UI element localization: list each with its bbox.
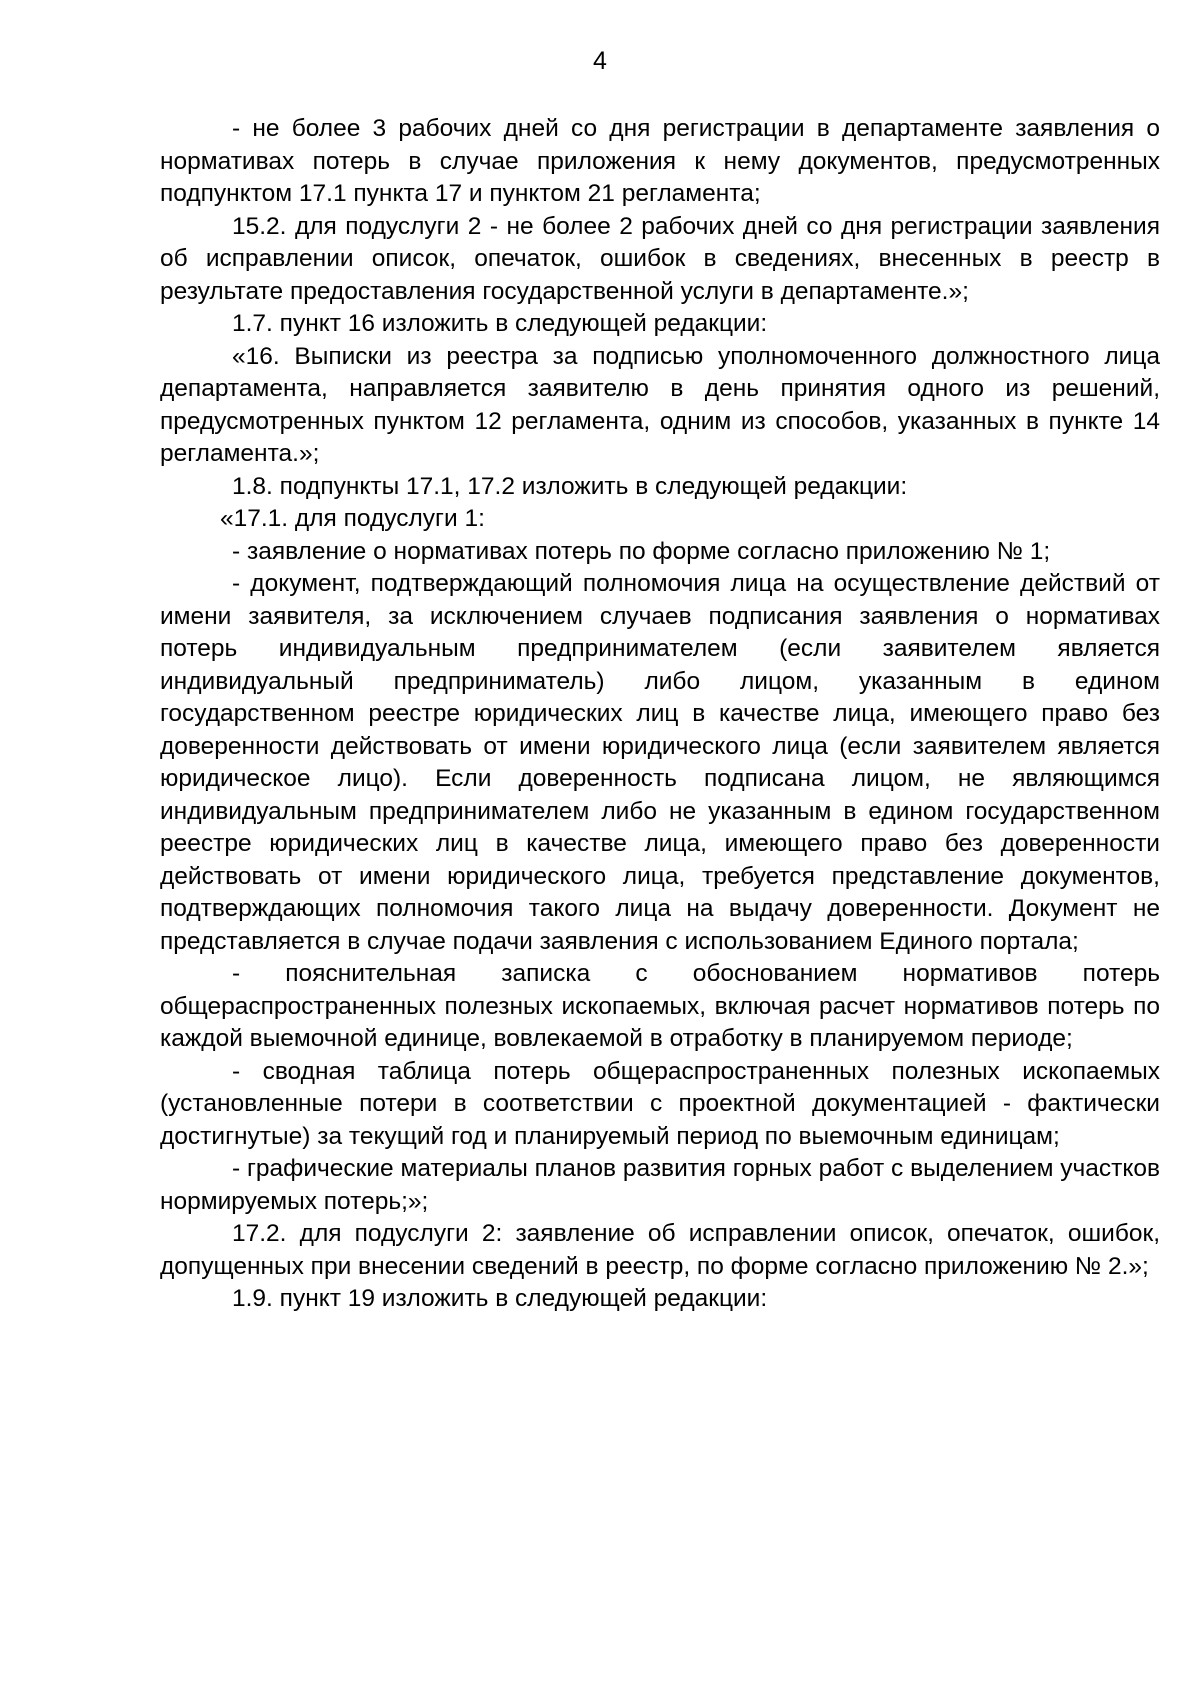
paragraph-deadline-subservice-1: - не более 3 рабочих дней со дня регистрации в департаменте заявления о нормативах потерь в случае приложения к нему документов, предусмотренных подпунктом 17.1 пункта 17 и пунктом 21 регламента; [160, 115, 1160, 207]
paragraph-15-2: 15.2. для подуслуги 2 - не более 2 рабочих дней со дня регистрации заявления об исправлении описок, опечаток, ошибок в сведениях, внесенных в реестр в результате предоставления государственной услуги в департаменте.»; [160, 212, 1160, 305]
paragraph-1-9: 1.9. пункт 19 изложить в следующей редакции: [232, 1285, 768, 1312]
list-item-application: - заявление о нормативах потерь по форме согласно приложению № 1; [232, 537, 1051, 565]
paragraph-16: «16. Выписки из реестра за подписью уполномоченного должностного лица департамента, направляется заявителю в день принятия одного из решений, предусмотренных пунктом 12 регламента, одним из способов, указанных в пункте 14 регламента.»; [160, 342, 1160, 467]
document-body [160, 113, 1160, 1316]
paragraph-1-7: 1.7. пункт 16 изложить в следующей редакции: [232, 310, 768, 337]
page-number: 4 [593, 47, 607, 75]
paragraph-17-1: «17.1. для подуслуги 1: [220, 505, 485, 532]
paragraph-17-2: 17.2. для подуслуги 2: заявление об исправлении описок, опечаток, ошибок, допущенных при внесении сведений в реестр, по форме согласно приложению № 2.»; [160, 1220, 1160, 1280]
list-item-authority-document: - документ, подтверждающий полномочия лица на осуществление действий от имени заявителя, за исключением случаев подписания заявления о нормативах потерь индивидуальным предпринимателем (если заявителем является индивидуальный предприниматель) либо лицом, указанным в едином государственном реестре юридических лиц в качестве лица, имеющего право без доверенности действовать от имени юридического лица (если заявителем является юридическое лицо). Если доверенность подписана лицом, не являющимся индивидуальным предпринимателем либо не указанным в едином государственном реестре юридических лиц в качестве лица, имеющего право без доверенности действовать от имени юридического лица, требуется представление документов, подтверждающих полномочия такого лица на выдачу доверенности. Документ не представляется в случае подачи заявления с использованием Единого портала; [160, 570, 1160, 955]
list-item-graphic-materials: - графические материалы планов развития горных работ с выделением участков нормируемых потерь;»; [160, 1155, 1160, 1215]
paragraph-1-8: 1.8. подпункты 17.1, 17.2 изложить в следующей редакции: [232, 472, 908, 500]
list-item-explanatory-note: - пояснительная записка с обоснованием нормативов потерь общераспространенных полезных ископаемых, включая расчет нормативов потерь по каждой выемочной единице, вовлекаемой в отработку в планируемом периоде; [160, 960, 1160, 1052]
list-item-summary-table: - сводная таблица потерь общераспространенных полезных ископаемых (установленные потери в соответствии с проектной документацией - фактически достигнутые) за текущий год и планируемый период по выемочным единицам; [160, 1057, 1160, 1150]
